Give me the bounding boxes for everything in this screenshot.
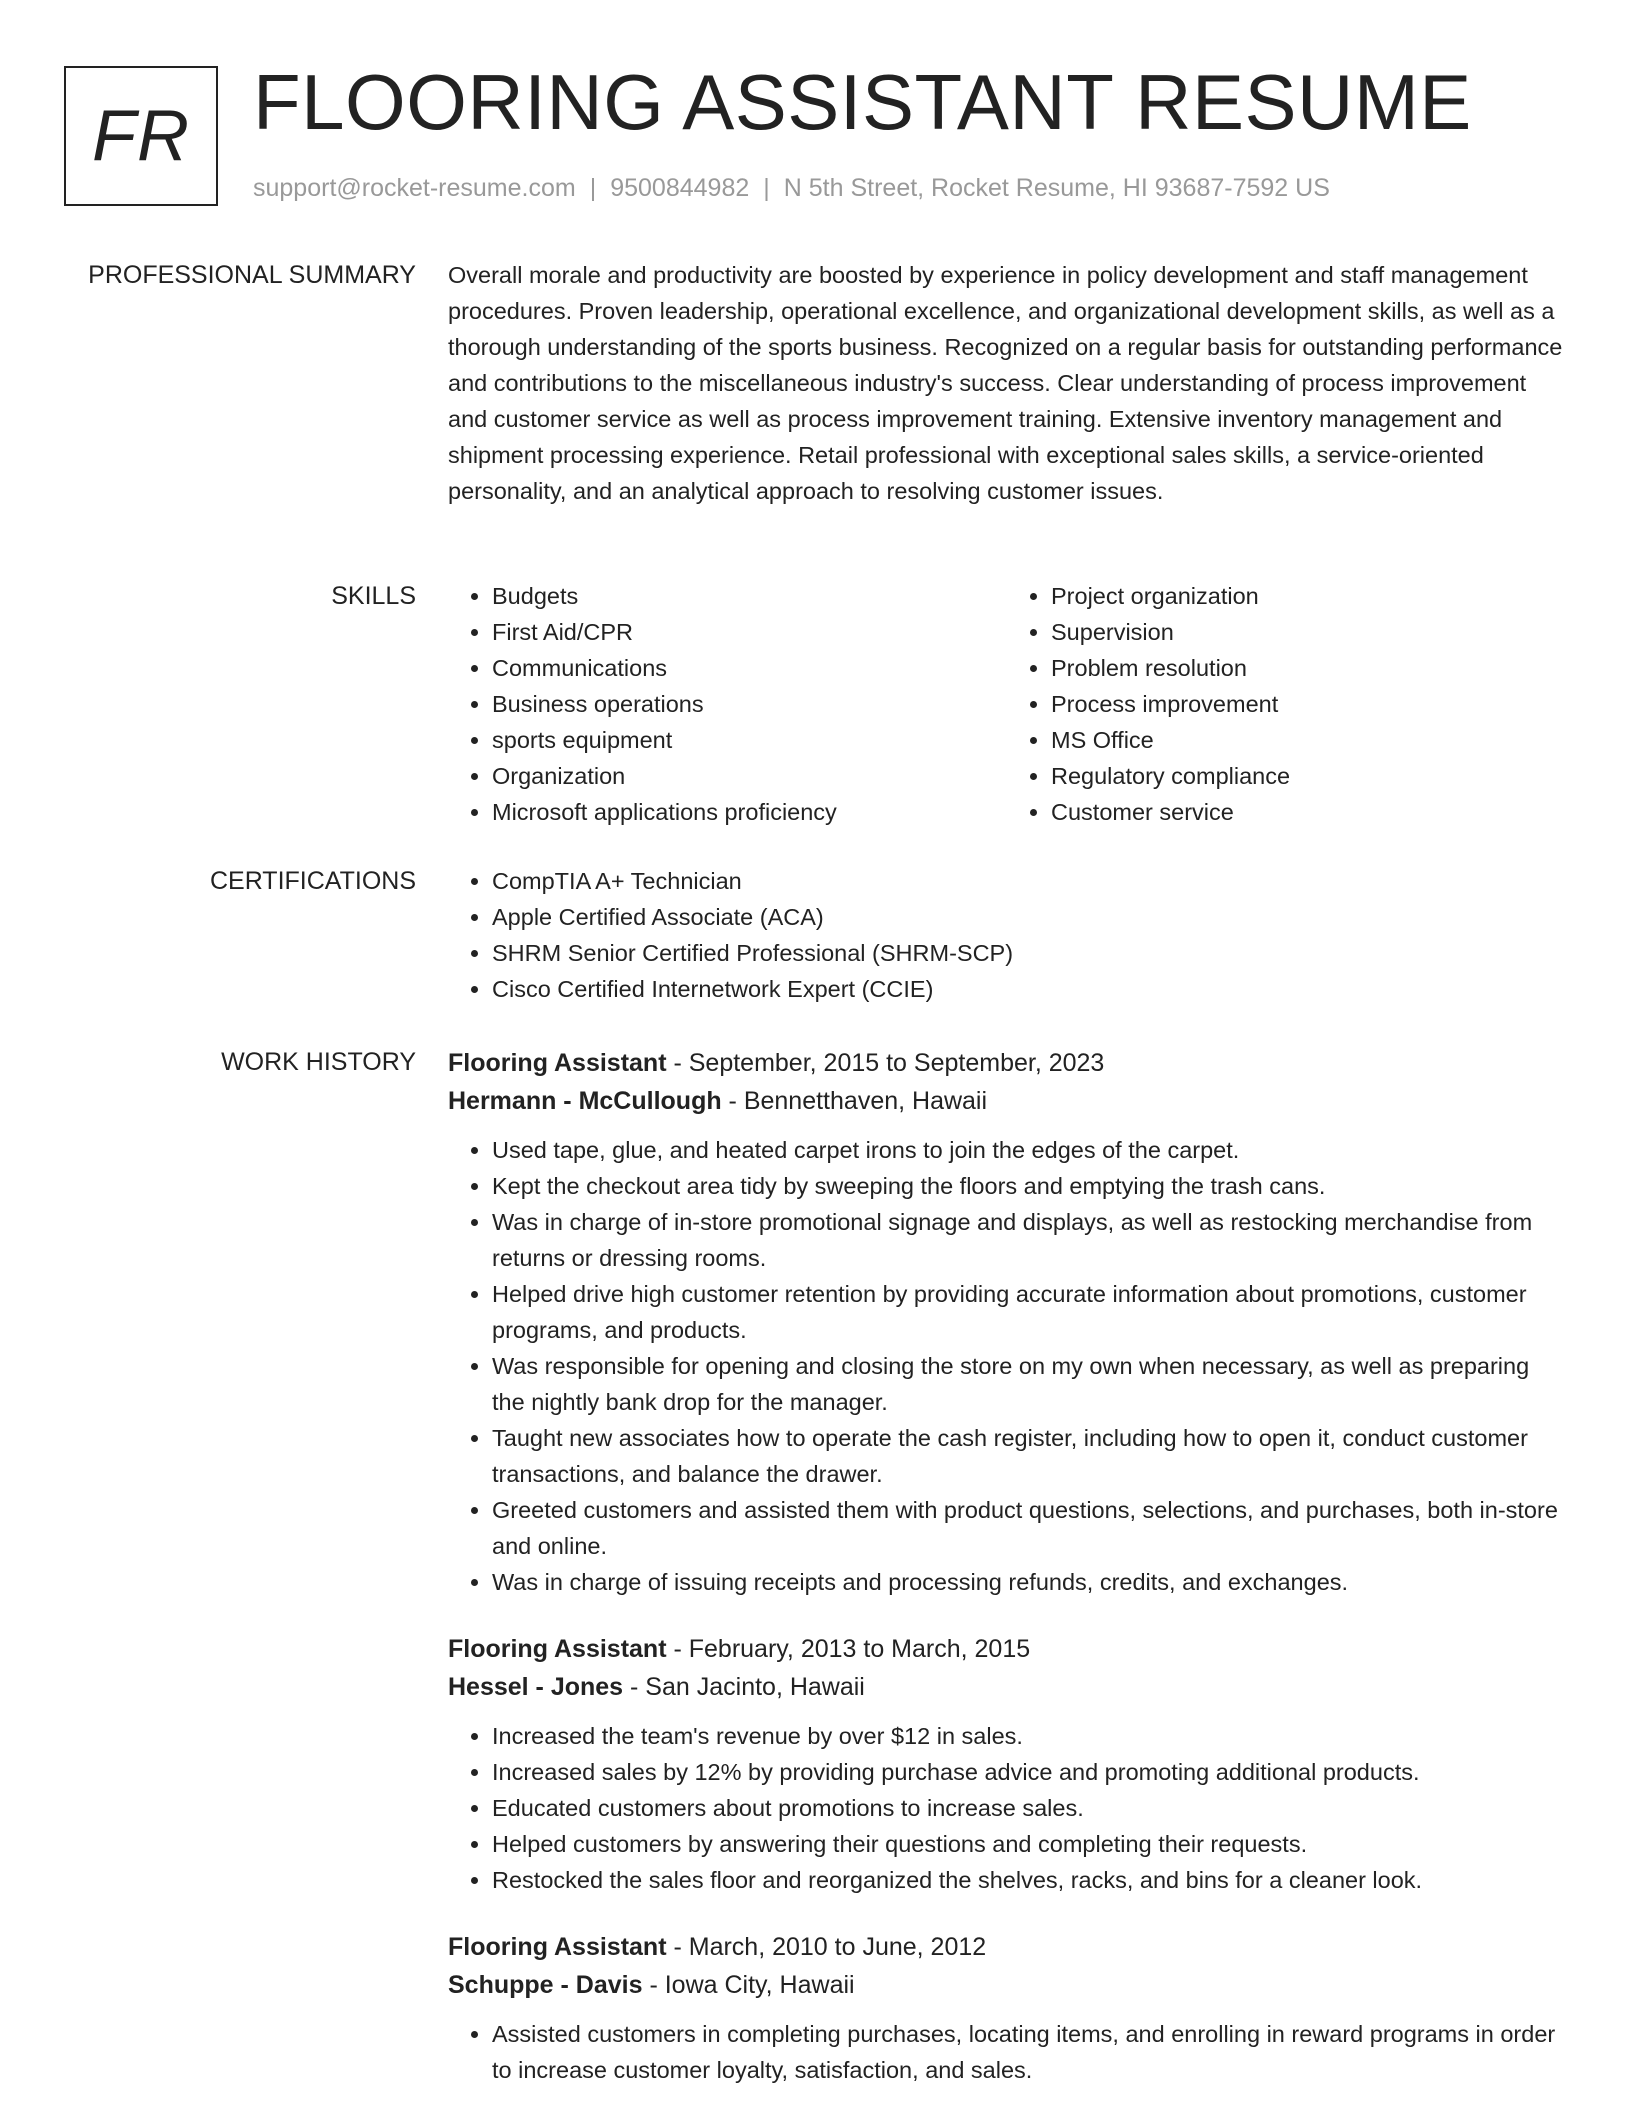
skills-columns — [448, 578, 1566, 830]
list-item: • Budgets — [492, 578, 1007, 614]
list-item: • Business operations — [492, 686, 1007, 722]
contact-separator: | — [763, 174, 770, 202]
list-item: • MS Office — [1051, 722, 1566, 758]
skills-body — [448, 578, 1566, 830]
list-item: • Problem resolution — [1051, 650, 1566, 686]
list-item: • Was in charge of issuing receipts and processing refunds, credits, and exchanges. — [492, 1564, 1566, 1600]
job-duties — [448, 1718, 1566, 1898]
job-title: Flooring Assistant — [448, 1635, 667, 1663]
skills-list-right — [1007, 578, 1566, 830]
list-item: • Kept the checkout area tidy by sweeping the floors and emptying the trash cans. — [492, 1168, 1566, 1204]
monogram-logo: FR — [64, 66, 218, 206]
list-item: • Was responsible for opening and closing the store on my own when necessary, as well as preparing the nightly bank drop for the manager. — [492, 1348, 1566, 1420]
job-company-line — [448, 1082, 1566, 1120]
contact-email: support@rocket-resume.com — [253, 174, 576, 202]
work-body — [448, 1044, 1566, 2088]
job-dates: - March, 2010 to June, 2012 — [666, 1933, 987, 1961]
list-item: • Helped customers by answering their questions and completing their requests. — [492, 1826, 1566, 1862]
summary-body — [448, 257, 1566, 509]
job-location: - Iowa City, Hawaii — [642, 1971, 855, 1999]
certifications-body — [448, 863, 1566, 1007]
job-duties — [448, 1132, 1566, 1600]
contact-address: N 5th Street, Rocket Resume, HI 93687-7592 US — [783, 174, 1330, 202]
list-item: • Used tape, glue, and heated carpet irons to join the edges of the carpet. — [492, 1132, 1566, 1168]
list-item: • Process improvement — [1051, 686, 1566, 722]
job-entry — [448, 1928, 1566, 2088]
list-item: • Communications — [492, 650, 1007, 686]
list-item: • Project organization — [1051, 578, 1566, 614]
list-item: • Cisco Certified Internetwork Expert (CCIE) — [492, 971, 1566, 1007]
skills-label: SKILLS — [331, 582, 416, 610]
job-title: Flooring Assistant — [448, 1933, 667, 1961]
list-item: • Increased the team's revenue by over $12 in sales. — [492, 1718, 1566, 1754]
list-item: • Restocked the sales floor and reorganized the shelves, racks, and bins for a cleaner look. — [492, 1862, 1566, 1898]
work-label: WORK HISTORY — [221, 1048, 416, 1076]
summary-text: Overall morale and productivity are boosted by experience in policy development and staff management procedures. Proven leadership, operational excellence, and organizational development skills, as well as a thorough understanding of the sports business. Recognized on a regular basis for outstanding performance and contributions to the miscellaneous industry's success. Clear understanding of process improvement and customer service as well as process improvement training. Extensive inventory management and shipment processing experience. Retail professional with exceptional sales skills, a service-oriented personality, and an analytical approach to resolving customer issues. — [448, 262, 1563, 504]
contact-line — [253, 174, 1330, 203]
list-item: • Increased sales by 12% by providing purchase advice and promoting additional products. — [492, 1754, 1566, 1790]
job-company: Hermann - McCullough — [448, 1087, 722, 1115]
list-item: • Supervision — [1051, 614, 1566, 650]
page-title: FLOORING ASSISTANT RESUME — [253, 58, 1472, 146]
job-company: Schuppe - Davis — [448, 1971, 643, 1999]
certifications-label: CERTIFICATIONS — [209, 867, 416, 895]
job-entry — [448, 1630, 1566, 1898]
list-item: • Greeted customers and assisted them with product questions, selections, and purchases, both in-store and online. — [492, 1492, 1566, 1564]
skills-list-left — [448, 578, 1007, 830]
list-item: • SHRM Senior Certified Professional (SHRM-SCP) — [492, 935, 1566, 971]
job-dates: - September, 2015 to September, 2023 — [666, 1049, 1105, 1077]
contact-phone: 9500844982 — [610, 174, 750, 202]
list-item: • Apple Certified Associate (ACA) — [492, 899, 1566, 935]
list-item: • Helped drive high customer retention by providing accurate information about promotions, customer programs, and products. — [492, 1276, 1566, 1348]
job-company-line — [448, 1966, 1566, 2004]
list-item: • Customer service — [1051, 794, 1566, 830]
job-company-line — [448, 1668, 1566, 1706]
contact-separator: | — [589, 174, 597, 202]
list-item: • Microsoft applications proficiency — [492, 794, 1007, 830]
job-dates: - February, 2013 to March, 2015 — [666, 1635, 1031, 1663]
list-item: • Organization — [492, 758, 1007, 794]
job-location: - Bennetthaven, Hawaii — [721, 1087, 988, 1115]
job-title-line — [448, 1044, 1566, 1082]
list-item: • Taught new associates how to operate the cash register, including how to open it, conduct customer transactions, and balance the drawer. — [492, 1420, 1566, 1492]
job-duties — [448, 2016, 1566, 2088]
list-item: • Assisted customers in completing purchases, locating items, and enrolling in reward programs in order to increase customer loyalty, satisfaction, and sales. — [492, 2016, 1566, 2088]
list-item: • First Aid/CPR — [492, 614, 1007, 650]
job-location: - San Jacinto, Hawaii — [623, 1673, 865, 1701]
list-item: • Regulatory compliance — [1051, 758, 1566, 794]
list-item: • Educated customers about promotions to increase sales. — [492, 1790, 1566, 1826]
list-item: • Was in charge of in-store promotional signage and displays, as well as restocking merchandise from returns or dressing rooms. — [492, 1204, 1566, 1276]
job-title-line — [448, 1630, 1566, 1668]
summary-label: PROFESSIONAL SUMMARY — [88, 261, 416, 289]
list-item: • sports equipment — [492, 722, 1007, 758]
certifications-list — [448, 863, 1566, 1007]
job-company: Hessel - Jones — [448, 1673, 624, 1701]
job-entry — [448, 1044, 1566, 1600]
list-item: • CompTIA A+ Technician — [492, 863, 1566, 899]
job-title-line — [448, 1928, 1566, 1966]
job-title: Flooring Assistant — [448, 1049, 667, 1077]
